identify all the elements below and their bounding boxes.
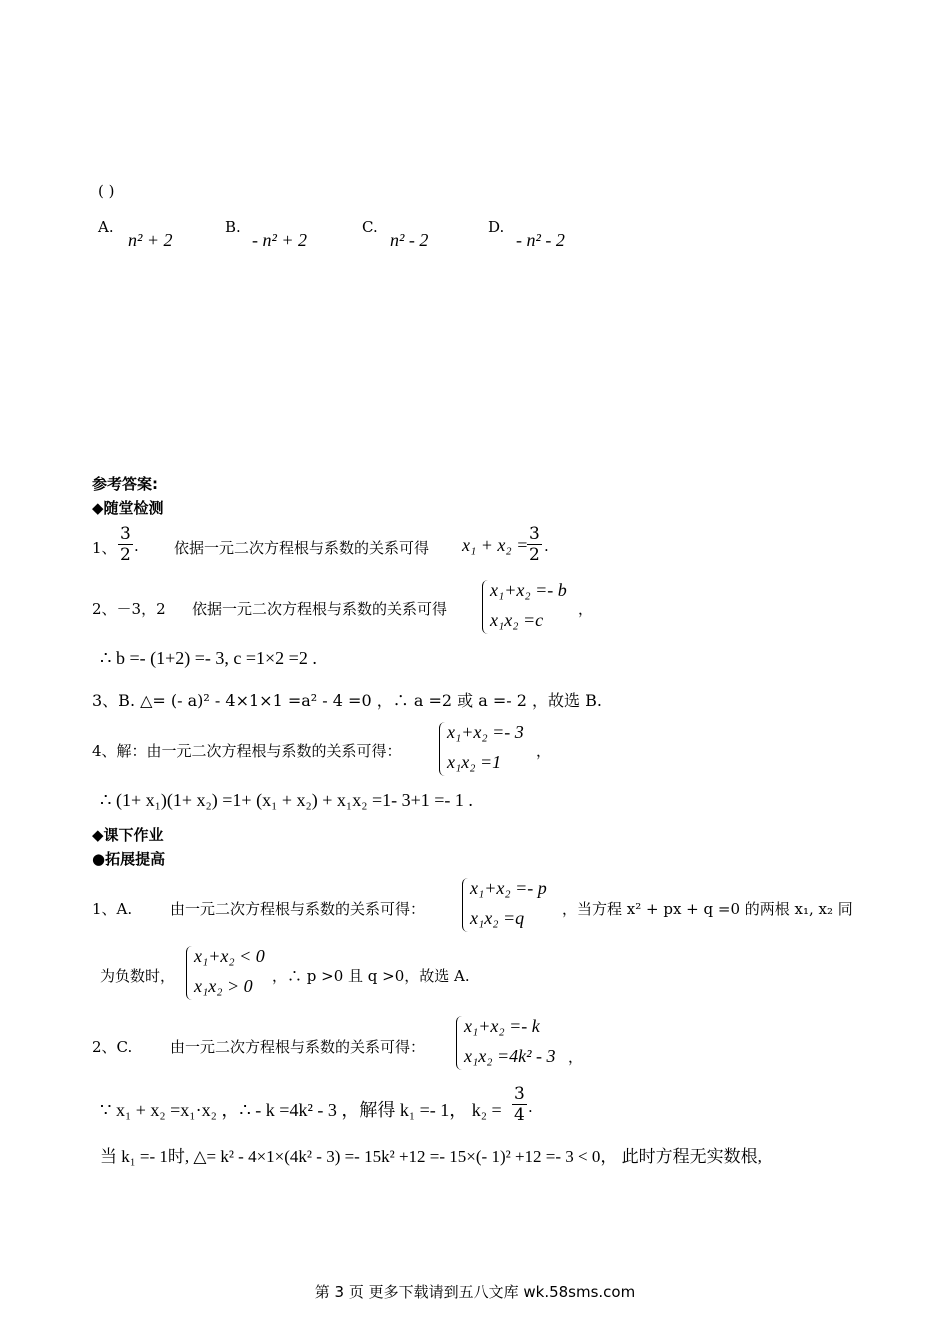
b2-end: ， xyxy=(568,1048,584,1066)
a1-number: 1、 xyxy=(92,539,117,557)
a4-text: 4、解：由一元二次方程根与系数的关系可得： xyxy=(92,742,402,760)
answers-title: 参考答案: xyxy=(92,475,158,493)
b1-text2: ，当方程 x² + px + q =0 的两根 x₁, x₂ 同 xyxy=(562,900,853,918)
a1-frac-den: 2 xyxy=(120,545,131,565)
a1-fraction xyxy=(118,524,133,565)
b2-frac-num: 3 xyxy=(514,1084,525,1104)
b2-number: 2、C. xyxy=(92,1038,133,1056)
b2-frac-den: 4 xyxy=(514,1105,525,1125)
option-a-expr: n² + 2 xyxy=(128,230,173,250)
a1-dot: . xyxy=(134,537,139,555)
page-footer: 第 3 页 更多下载请到五八文库 wk.58sms.com xyxy=(314,1283,636,1301)
b2-line2: ∵ x₁ + x₂ =x₁·x₂ ，∴ - k =4k² - 3 ，解得 k₁ =- 1， k₂ = xyxy=(100,1100,502,1120)
option-d-label: D. xyxy=(488,218,505,236)
section-in-class-check: ◆随堂检测 xyxy=(92,499,164,517)
option-c-expr: n² - 2 xyxy=(390,230,429,250)
a2-line2: ∴ b =- (1+2) =- 3, c =1×2 =2 . xyxy=(100,648,317,668)
option-b-expr: - n² + 2 xyxy=(252,230,308,250)
option-a-label: A. xyxy=(98,218,114,236)
a4-end: ， xyxy=(536,742,552,760)
b1-brace xyxy=(462,878,469,932)
b1-sys2: x₁x₂ =q xyxy=(470,908,525,928)
a4-line2: ∴ (1+ x₁)(1+ x₂) =1+ (x₁ + x₂) + x₁x₂ =1- 3+1 =- 1 . xyxy=(100,790,473,810)
a1-frac-num: 3 xyxy=(120,524,131,544)
a1-expr: x₁ + x₂ = xyxy=(462,535,529,555)
section-homework: ◆课下作业 xyxy=(92,826,164,844)
a2-sys1: x₁+x₂ =- b xyxy=(490,580,567,600)
b1-number: 1、A. xyxy=(92,900,133,918)
b2-line3: 当 k₁ =- 1时, △= k² - 4×1×(4k² - 3) =- 15k² +12 =- 15×(- 1)² +12 =- 3 < 0， 此时方程无实数根, xyxy=(100,1147,762,1166)
a4-sys2: x₁x₂ =1 xyxy=(447,752,502,772)
option-c-label: C. xyxy=(362,218,378,236)
a1-end: . xyxy=(544,537,549,555)
b2-sys2: x₁x₂ =4k² - 3 xyxy=(464,1046,556,1066)
a4-brace xyxy=(439,722,446,776)
a2-text: 依据一元二次方程根与系数的关系可得 xyxy=(192,600,448,618)
a2-number: 2、－3，2 xyxy=(92,600,166,618)
b2-sys1: x₁+x₂ =- k xyxy=(464,1016,540,1036)
a3-text: 3、B. △= (- a)² - 4×1×1 =a² - 4 =0 ，∴ a =2 或 a =- 2 ，故选 B. xyxy=(92,691,602,710)
a2-end: ， xyxy=(578,600,594,618)
b2-brace xyxy=(456,1016,463,1070)
b1-line2-post: ，∴ p >0 且 q >0，故选 A. xyxy=(272,967,470,985)
b1-line2-pre: 为负数时， xyxy=(100,967,176,985)
a1-rfrac-num: 3 xyxy=(529,524,540,544)
b2-text: 由一元二次方程根与系数的关系可得： xyxy=(170,1038,426,1056)
a1-rfrac-den: 2 xyxy=(529,545,540,565)
b1-text: 由一元二次方程根与系数的关系可得： xyxy=(170,900,426,918)
b1-sys3: x₁+x₂ < 0 xyxy=(194,946,265,966)
option-b-label: B. xyxy=(225,218,241,236)
answer-paren: ( ) xyxy=(98,182,115,200)
a4-sys1: x₁+x₂ =- 3 xyxy=(447,722,524,742)
b2-line2-end: . xyxy=(528,1098,533,1116)
a1-text: 依据一元二次方程根与系数的关系可得 xyxy=(174,539,430,557)
b2-fraction xyxy=(512,1084,527,1125)
a2-brace xyxy=(482,580,489,634)
option-d-expr: - n² - 2 xyxy=(516,230,565,250)
b1-brace2 xyxy=(186,946,193,1000)
b1-sys4: x₁x₂ > 0 xyxy=(194,976,253,996)
b1-sys1: x₁+x₂ =- p xyxy=(470,878,547,898)
a2-sys2: x₁x₂ =c xyxy=(490,610,544,630)
a1-result-fraction xyxy=(527,524,542,565)
section-extension: ●拓展提高 xyxy=(92,850,166,868)
